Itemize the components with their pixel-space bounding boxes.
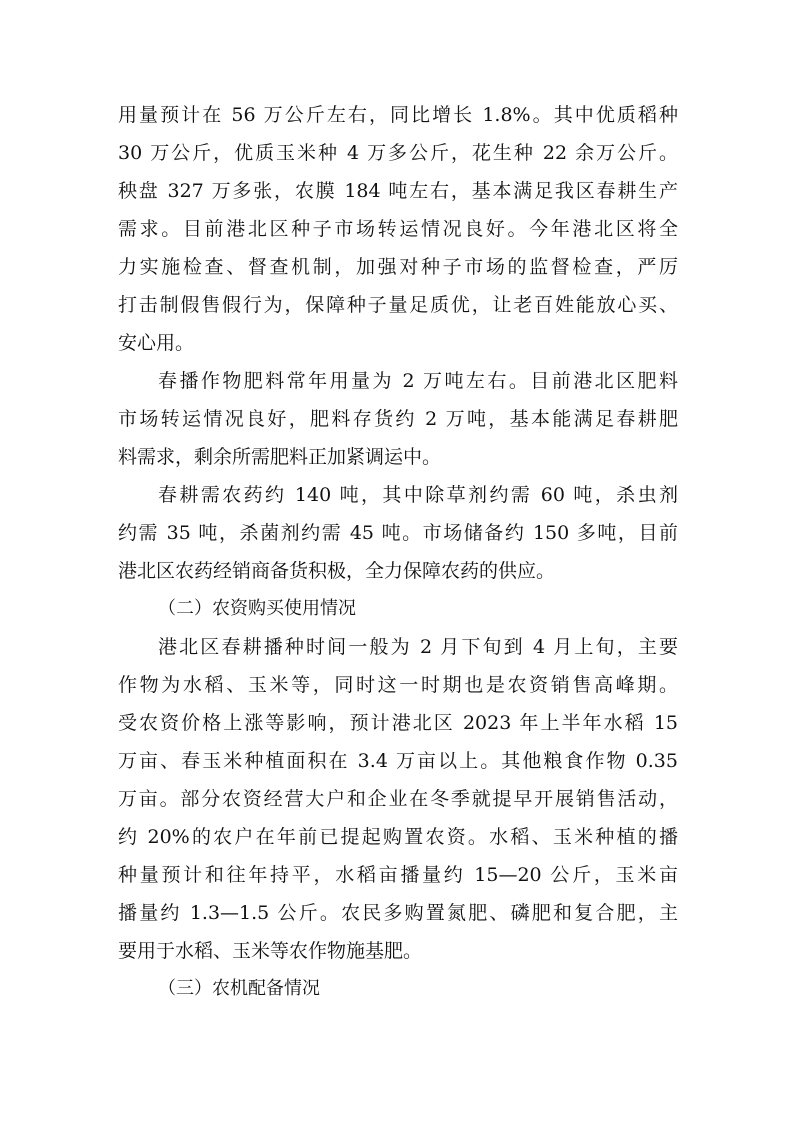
text-line: 需求。目前港北区种子市场转运情况良好。今年港北区将全 [118, 218, 678, 240]
text-line: 万亩。部分农资经营大户和企业在冬季就提早开展销售活动， [118, 788, 678, 810]
paragraph-purchase-usage [118, 628, 678, 970]
text-line: 30 万公斤，优质玉米种 4 万多公斤，花生种 22 余万公斤。 [118, 142, 678, 164]
section-heading-machinery: （三）农机配备情况 [158, 978, 320, 999]
paragraph-pesticide [118, 476, 678, 590]
text-line: 作物为水稻、玉米等，同时这一时期也是农资销售高峰期。 [118, 674, 678, 696]
section-heading-purchase-usage: （二）农资购买使用情况 [158, 598, 356, 619]
text-line: 万亩、春玉米种植面积在 3.4 万亩以上。其他粮食作物 0.35 [118, 750, 678, 772]
text-line: 市场转运情况良好，肥料存货约 2 万吨，基本能满足春耕肥 [118, 408, 678, 430]
text-line: 安心用。 [118, 332, 195, 354]
text-line: 约需 35 吨，杀菌剂约需 45 吨。市场储备约 150 多吨，目前 [118, 522, 678, 544]
document-body [118, 96, 678, 1008]
text-line: 春播作物肥料常年用量为 2 万吨左右。目前港北区肥料 [158, 370, 678, 392]
text-line: 受农资价格上涨等影响，预计港北区 2023 年上半年水稻 15 [118, 712, 678, 734]
text-line: 秧盘 327 万多张，农膜 184 吨左右，基本满足我区春耕生产 [118, 180, 678, 202]
paragraph-seed-supply [118, 96, 678, 362]
text-line: 春耕需农药约 140 吨，其中除草剂约需 60 吨，杀虫剂 [158, 484, 678, 506]
text-line: 港北区春耕播种时间一般为 2 月下旬到 4 月上旬，主要 [158, 636, 678, 658]
text-line: 力实施检查、督查机制，加强对种子市场的监督检查，严厉 [118, 256, 678, 278]
text-line: 用量预计在 56 万公斤左右，同比增长 1.8%。其中优质稻种 [118, 104, 678, 126]
text-line: 约 20%的农户在年前已提起购置农资。水稻、玉米种植的播 [118, 826, 678, 848]
paragraph-fertilizer [118, 362, 678, 476]
text-line: 要用于水稻、玉米等农作物施基肥。 [118, 940, 423, 962]
text-line: 种量预计和往年持平，水稻亩播量约 15—20 公斤，玉米亩 [118, 864, 678, 886]
text-line: 打击制假售假行为，保障种子量足质优，让老百姓能放心买、 [118, 294, 678, 316]
text-line: 港北区农药经销商备货积极，全力保障农药的供应。 [118, 560, 556, 582]
text-line: 料需求，剩余所需肥料正加紧调运中。 [118, 446, 442, 468]
text-line: 播量约 1.3—1.5 公斤。农民多购置氮肥、磷肥和复合肥，主 [118, 902, 678, 924]
